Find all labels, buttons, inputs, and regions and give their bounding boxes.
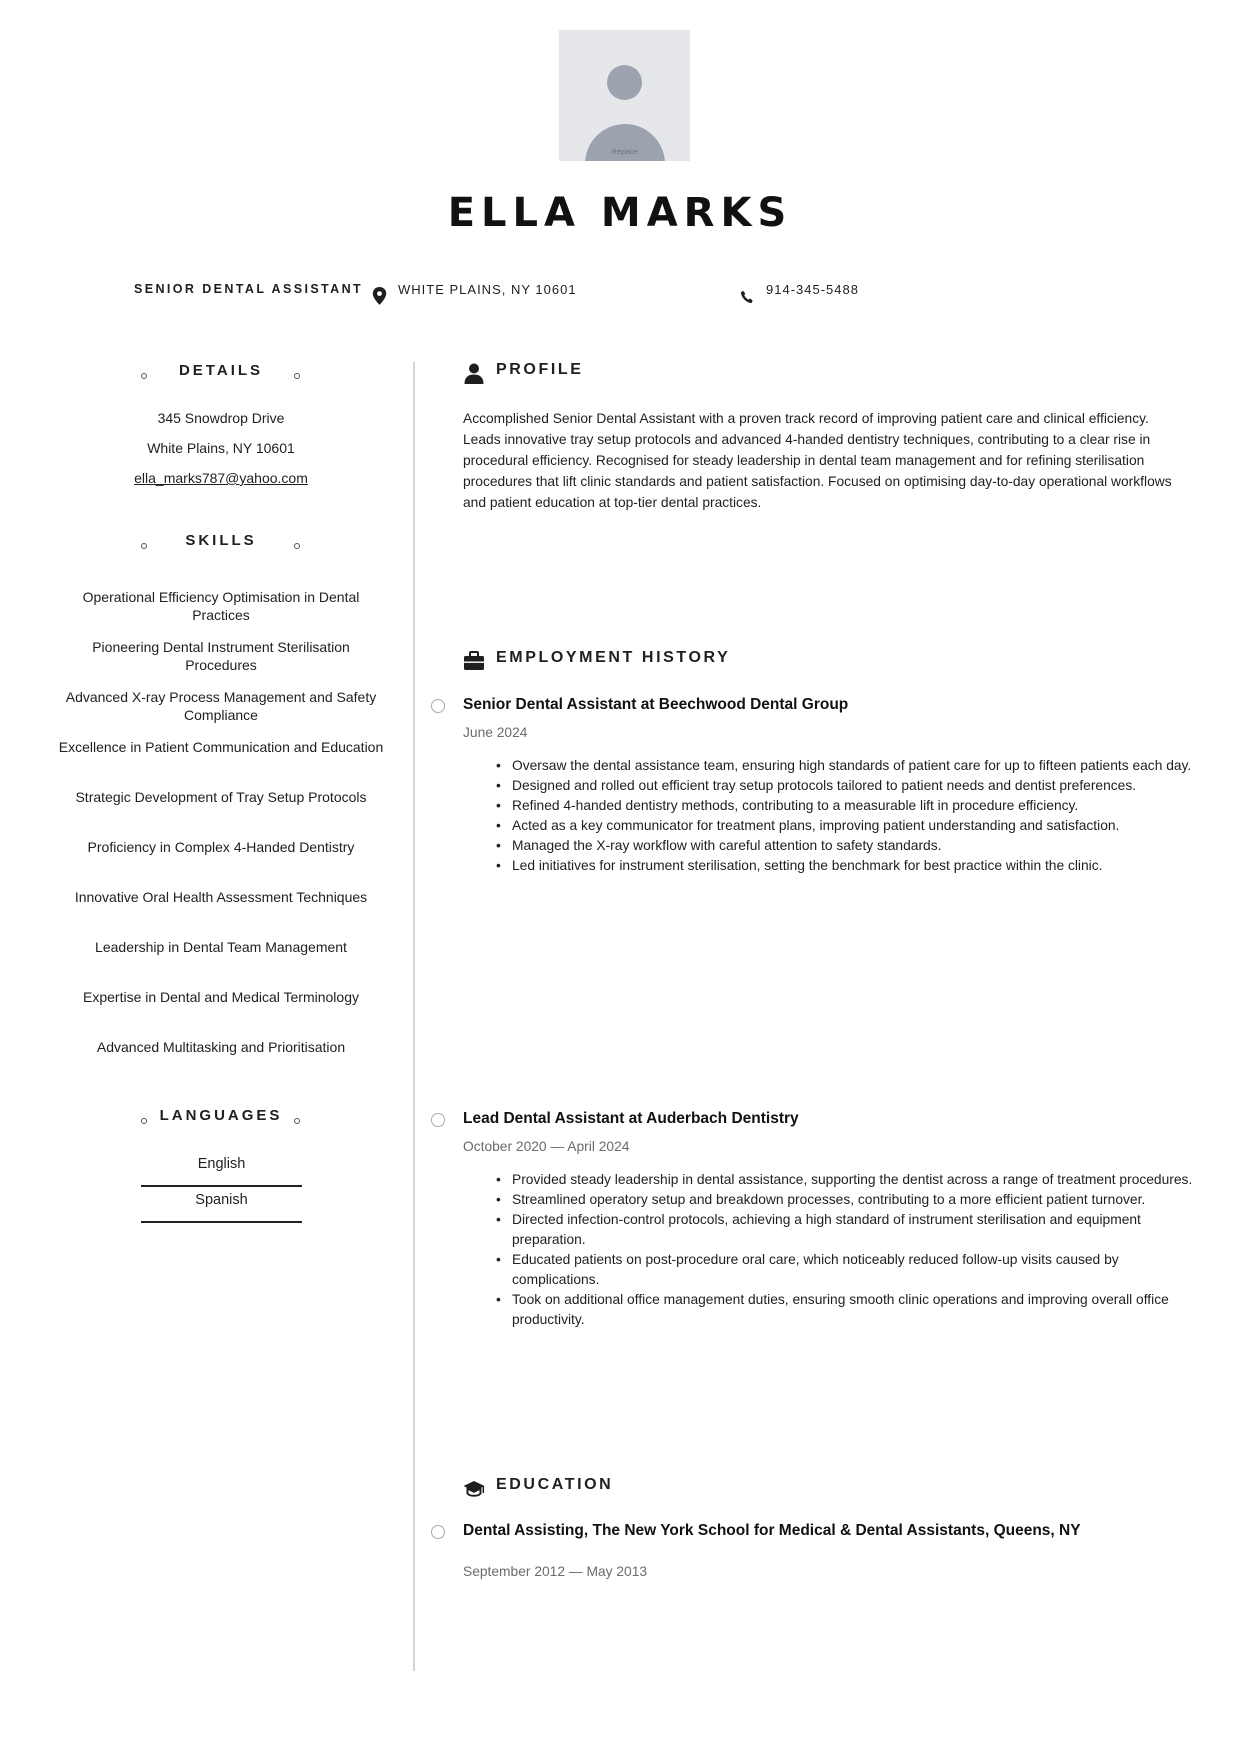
details-heading: DETAILS [178,362,264,379]
language-level-bar [141,1185,302,1187]
job-bullet: • Led initiatives for instrument sterilisation, setting the benchmark for best practice within the clinic. [493,856,1193,876]
job-title-entry: Senior Dental Assistant at Beechwood Dental Group [463,696,849,713]
map-pin-icon [372,287,387,305]
job-bullet: • Refined 4-handed dentistry methods, contributing to a measurable lift in procedure efficiency. [493,796,1193,816]
briefcase-icon [463,650,485,672]
skill-item: Excellence in Patient Communication and Education [58,739,384,755]
education-dates: September 2012 — May 2013 [463,1564,648,1579]
email-link[interactable]: ella_marks787@yahoo.com [134,470,308,486]
timeline-dot [431,1525,445,1539]
skill-item: Strategic Development of Tray Setup Protocols [75,789,367,805]
language-level-bar [141,1221,302,1223]
job-dates: October 2020 — April 2024 [463,1139,630,1154]
location-text: WHITE PLAINS, NY 10601 [398,282,577,297]
phone-number[interactable]: 914-345-5488 [766,282,859,297]
job-bullet: • Provided steady leadership in dental assistance, supporting the dentist across a range of treatment procedures. [493,1170,1193,1190]
profile-heading: PROFILE [496,361,584,378]
address-line-2: White Plains, NY 10601 [147,440,295,456]
job-bullet: • Took on additional office management duties, ensuring smooth clinic operations and improving overall office productivity. [493,1290,1193,1330]
languages-heading: LANGUAGES [159,1107,283,1124]
skill-item: Pioneering Dental Instrument Sterilisation Procedures [92,639,350,673]
employment-heading: EMPLOYMENT HISTORY [496,649,731,666]
job-bullet-list [493,756,1193,876]
job-title: SENIOR DENTAL ASSISTANT [134,282,364,296]
avatar-head-shape [607,65,642,100]
job-bullet: • Directed infection-control protocols, achieving a high standard of instrument sterilisation and equipment preparation. [493,1210,1193,1250]
column-divider [413,362,415,1671]
address-line-1: 345 Snowdrop Drive [157,410,285,426]
job-title-entry: Lead Dental Assistant at Auderbach Dentistry [463,1110,799,1127]
job-dates: June 2024 [463,725,528,740]
education-heading: EDUCATION [496,1476,614,1493]
job-bullet: • Educated patients on post-procedure oral care, which noticeably reduced follow-up visits caused by complications. [493,1250,1193,1290]
job-bullet-list [493,1170,1193,1330]
language-item: English [197,1156,246,1172]
skill-item: Leadership in Dental Team Management [95,939,347,955]
job-bullet: • Acted as a key communicator for treatment plans, improving patient understanding and satisfaction. [493,816,1193,836]
heading-ornament-dot [294,1118,300,1124]
skill-item: Advanced Multitasking and Prioritisation [96,1039,346,1055]
timeline-dot [431,1113,445,1127]
language-item: Spanish [195,1192,248,1208]
person-icon [463,362,485,384]
candidate-name: ELLA MARKS [447,190,793,236]
photo-replace-label: Replace [611,149,638,156]
profile-photo-placeholder[interactable] [559,30,690,161]
skill-item: Expertise in Dental and Medical Terminology [83,989,359,1005]
skill-item: Advanced X-ray Process Management and Safety Compliance [65,689,377,723]
skill-item: Operational Efficiency Optimisation in Dental Practices [82,589,360,623]
skill-item: Proficiency in Complex 4-Handed Dentistry [87,839,355,855]
profile-summary: Accomplished Senior Dental Assistant with a proven track record of improving patient care and clinical efficiency. Leads innovative tray setup protocols and advanced 4-handed dentistry techniques, contributing to a clear rise in procedural efficiency. Recognised for steady leadership in dental team management and for refining sterilisation procedures that lift clinic standards and patient satisfaction. Focused on optimising day-to-day operational workflows and patient education at top-tier dental practices. [463,411,1172,510]
heading-ornament-dot [294,373,300,379]
timeline-dot [431,699,445,713]
phone-icon [740,290,754,304]
skills-heading: SKILLS [185,532,257,549]
job-bullet: • Designed and rolled out efficient tray setup protocols tailored to patient needs and dentist preferences. [493,776,1193,796]
graduation-cap-icon [463,1478,485,1500]
skill-item: Innovative Oral Health Assessment Techniques [74,889,368,905]
heading-ornament-dot [294,543,300,549]
job-bullet: • Managed the X-ray workflow with careful attention to safety standards. [493,836,1193,856]
job-bullet: • Oversaw the dental assistance team, ensuring high standards of patient care for up to fifteen patients each day. [493,756,1193,776]
education-entry-title: Dental Assisting, The New York School for Medical & Dental Assistants, Queens, NY [463,1522,1081,1539]
job-bullet: • Streamlined operatory setup and breakdown processes, contributing to a more efficient patient turnover. [493,1190,1193,1210]
